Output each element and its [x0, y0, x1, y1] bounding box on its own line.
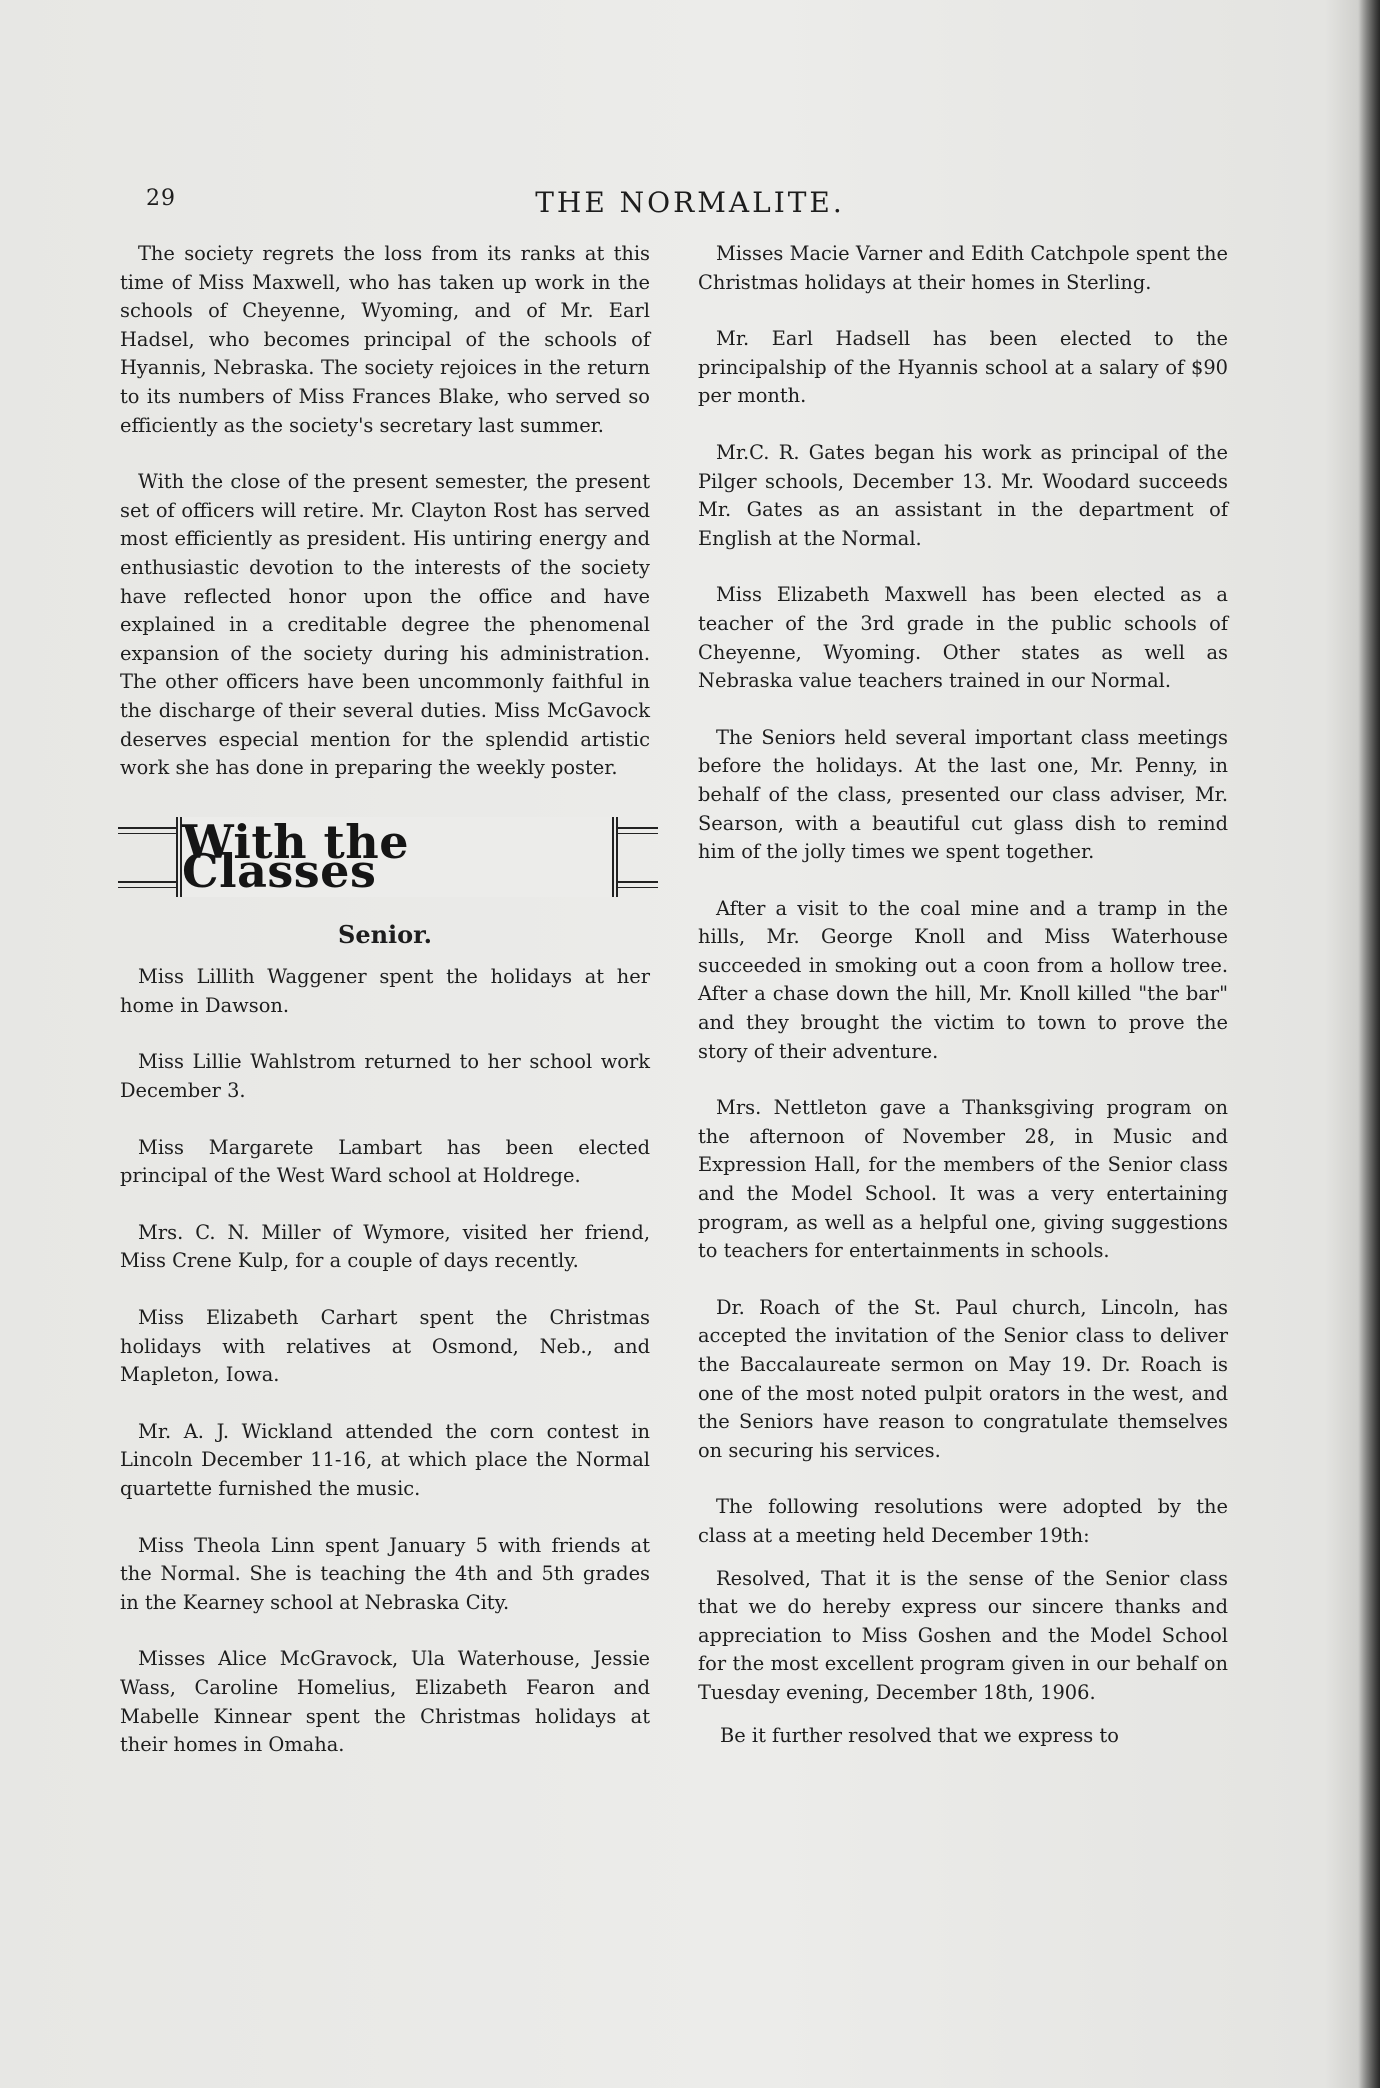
page-number: 29	[146, 186, 176, 211]
news-item: The following resolutions were adopted by the class at a meeting held December 19th:	[698, 1495, 1228, 1547]
news-item: Misses Macie Varner and Edith Catchpole spent the Christmas holidays at their homes in Sterling.	[698, 242, 1228, 294]
news-item: Mr. A. J. Wickland attended the corn contest in Lincoln December 11-16, at which place the Normal quartette furnished the music.	[120, 1419, 650, 1500]
right-column	[698, 240, 1228, 1750]
news-item: Miss Elizabeth Maxwell has been elected as a teacher of the 3rd grade in the public schools of Cheyenne, Wyoming. Other states as well as Nebraska value teachers trained in our Normal.	[698, 583, 1228, 693]
subheading: Senior.	[338, 919, 432, 949]
left-column	[120, 240, 650, 1760]
paragraph: With the close of the present semester, the present set of officers will retire. Mr. Clayton Rost has served most efficiently as president. His untiring energy and enthusiastic devotion to the interests of the society have reflected honor upon the office and have explained in a creditable degree the phenomenal expansion of the society during his administration. The other officers have been uncommonly faithful in the discharge of their several duties. Miss McGavock deserves especial mention for the splendid artistic work she has done in preparing the weekly poster.	[120, 470, 650, 780]
news-item: Miss Lillie Wahlstrom returned to her school work December 3.	[120, 1050, 650, 1103]
news-item: Mr. Earl Hadsell has been elected to the principalship of the Hyannis school at a salary of $90 per month.	[698, 327, 1228, 408]
news-item: Miss Theola Linn spent January 5 with friends at the Normal. She is teaching the 4th and 5th grades in the Kearney school at Nebraska City.	[120, 1533, 650, 1614]
senior-items	[120, 963, 650, 1759]
news-item: Miss Elizabeth Carhart spent the Christmas holidays with relatives at Osmond, Neb., and Mapleton, Iowa.	[120, 1306, 650, 1387]
news-item: Dr. Roach of the St. Paul church, Lincoln, has accepted the invitation of the Senior class to deliver the Baccalaureate sermon on May 19. Dr. Roach is one of the most noted pulpit orators in the west, and the Seniors have reason to congratulate themselves on securing his services.	[698, 1295, 1228, 1462]
resolution: Be it further resolved that we express to	[720, 1723, 1119, 1747]
news-item: After a visit to the coal mine and a tramp in the hills, Mr. George Knoll and Miss Waterhouse succeeded in smoking out a coon from a hollow tree. After a chase down the hill, Mr. Knoll killed "the bar" and they brought the victim to town to prove the story of their adventure.	[698, 896, 1228, 1063]
news-item: Mrs. Nettleton gave a Thanksgiving program on the afternoon of November 28, in Music and Expression Hall, for the members of the Senior class and the Model School. It was a very entertaining program, as well as a helpful one, giving suggestions to teachers for entertainments in schools.	[698, 1096, 1228, 1263]
news-item: Mrs. C. N. Miller of Wymore, visited her friend, Miss Crene Kulp, for a couple of days recently.	[120, 1220, 650, 1273]
paragraph: The society regrets the loss from its ranks at this time of Miss Maxwell, who has taken up work in the schools of Cheyenne, Wyoming, and of Mr. Earl Hadsel, who becomes principal of the schools of Hyannis, Nebraska. The society rejoices in the return to its numbers of Miss Frances Blake, who served so efficiently as the society's secretary last summer.	[120, 242, 650, 437]
resolution: Resolved, That it is the sense of the Senior class that we do hereby express our sincere thanks and appreciation to Miss Goshen and the Model School for the most excellent program given in our behalf on Tuesday evening, December 18th, 1906.	[698, 1566, 1228, 1704]
news-item: Misses Alice McGravock, Ula Waterhouse, Jessie Wass, Caroline Homelius, Elizabeth Fearon and Mabelle Kinnear spent the Christmas holidays at their homes in Omaha.	[120, 1647, 650, 1757]
news-item: Miss Margarete Lambart has been elected principal of the West Ward school at Holdrege.	[120, 1135, 650, 1188]
section-banner	[120, 809, 650, 907]
news-item: The Seniors held several important class meetings before the holidays. At the last one, Mr. Penny, in behalf of the class, presented our class adviser, Mr. Searson, with a beautiful cut glass dish to remind him of the jolly times we spent together.	[698, 725, 1228, 864]
section-title: With the Classes	[182, 815, 409, 898]
news-item: Mr.C. R. Gates began his work as principal of the Pilger schools, December 13. Mr. Woodard succeeds Mr. Gates as an assistant in the department of English at the Normal.	[698, 440, 1228, 550]
banner-box	[176, 817, 618, 897]
page-edge-shadow	[1358, 0, 1380, 2088]
news-item: Miss Lillith Waggener spent the holidays at her home in Dawson.	[120, 965, 650, 1017]
running-head-title: THE NORMALITE.	[535, 186, 845, 219]
